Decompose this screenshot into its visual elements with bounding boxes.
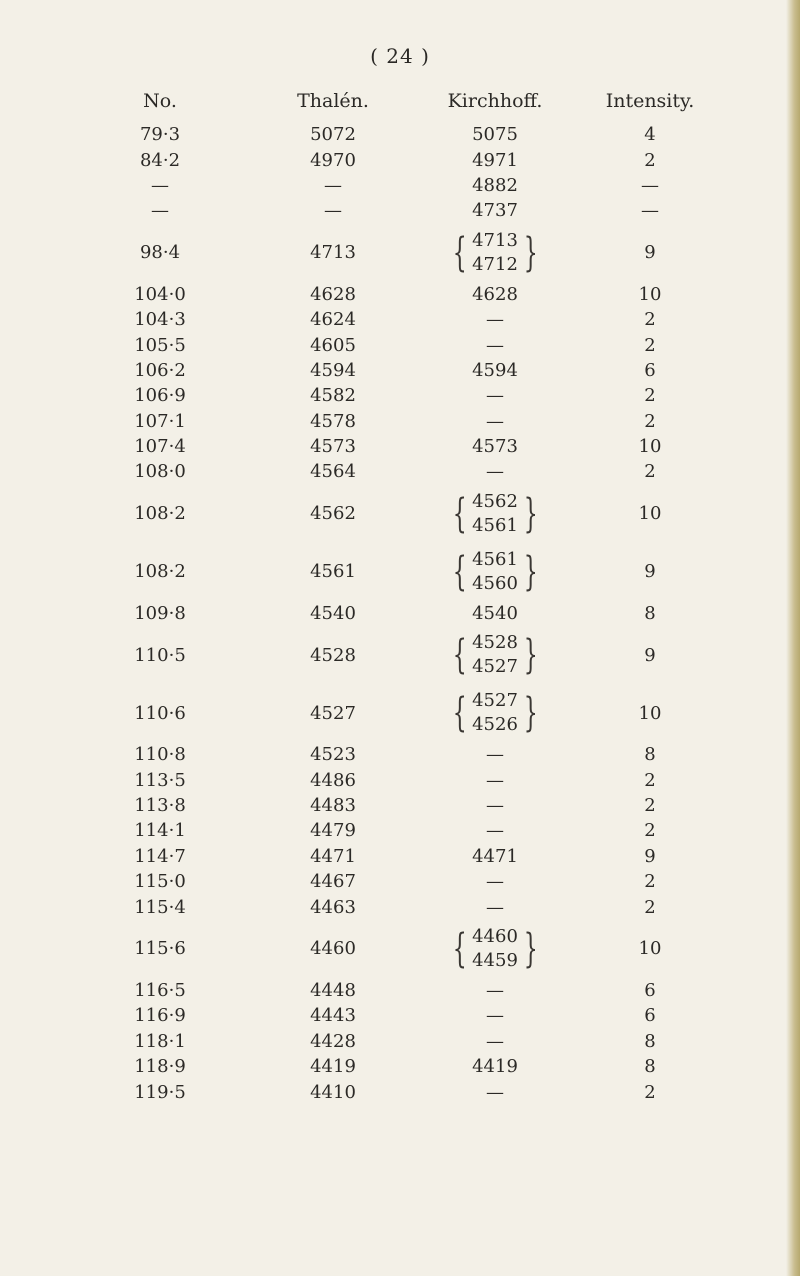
cell-no: 108·0 (134, 461, 186, 483)
cell-thalen: 4713 (310, 242, 356, 264)
cell-thalen: 4561 (310, 561, 356, 583)
brace-group (447, 490, 544, 538)
table-row (0, 358, 800, 383)
kirchhoff-value: 4460 (472, 925, 518, 947)
cell-thalen: 4443 (310, 1005, 356, 1027)
table-row (0, 1054, 800, 1079)
table-row (0, 767, 800, 792)
cell-kirchhoff (420, 543, 570, 601)
cell-intensity: 2 (644, 896, 656, 918)
cell-intensity: 2 (644, 149, 656, 171)
cell-kirchhoff: — (486, 744, 504, 766)
table-row (0, 307, 800, 332)
cell-thalen: 4578 (310, 410, 356, 432)
cell-thalen: 4460 (310, 938, 356, 960)
cell-no: — (151, 200, 169, 222)
cell-thalen: 4564 (310, 461, 356, 483)
cell-no: 110·5 (134, 644, 186, 666)
header-thalen: Thalén. (297, 90, 369, 112)
cell-kirchhoff: 4573 (472, 436, 518, 458)
cell-intensity: 10 (638, 938, 662, 960)
cell-kirchhoff (420, 626, 570, 684)
cell-intensity: 2 (644, 410, 656, 432)
table-row (0, 1029, 800, 1054)
header-intensity: Intensity. (605, 90, 695, 112)
table-row (0, 224, 800, 282)
cell-intensity: 2 (644, 309, 656, 331)
kirchhoff-value: 4527 (472, 690, 518, 712)
cell-no: 107·4 (134, 436, 186, 458)
table-row (0, 122, 800, 147)
cell-intensity: 2 (644, 769, 656, 791)
cell-no: 114·7 (134, 845, 186, 867)
cell-intensity: 9 (644, 242, 656, 264)
cell-no: 114·1 (134, 820, 186, 842)
cell-intensity: 9 (644, 845, 656, 867)
cell-no: 106·2 (134, 359, 186, 381)
cell-thalen: 4970 (310, 149, 356, 171)
left-brace-icon: { (452, 925, 467, 972)
cell-kirchhoff: — (486, 1081, 504, 1103)
right-brace-icon: } (523, 490, 538, 537)
cell-kirchhoff: — (486, 769, 504, 791)
right-brace-icon: } (523, 632, 538, 679)
table-row (0, 198, 800, 223)
cell-thalen: 4471 (310, 845, 356, 867)
brace-values (472, 229, 518, 277)
right-brace-icon: } (523, 548, 538, 595)
cell-kirchhoff: — (486, 410, 504, 432)
cell-no: — (151, 174, 169, 196)
brace-values (472, 925, 518, 973)
table-row (0, 409, 800, 434)
cell-thalen: 4410 (310, 1081, 356, 1103)
cell-intensity: 8 (644, 1030, 656, 1052)
cell-no: 110·6 (134, 702, 186, 724)
cell-no: 107·1 (134, 410, 186, 432)
cell-no: 115·4 (134, 896, 186, 918)
cell-kirchhoff: — (486, 1030, 504, 1052)
cell-thalen: — (324, 174, 342, 196)
table-row (0, 793, 800, 818)
cell-no: 105·5 (134, 334, 186, 356)
table-header (0, 90, 800, 120)
cell-no: 104·0 (134, 283, 186, 305)
cell-thalen: 4428 (310, 1030, 356, 1052)
cell-thalen: 4605 (310, 334, 356, 356)
cell-intensity: 9 (644, 644, 656, 666)
table-row (0, 459, 800, 484)
table-row (0, 601, 800, 626)
cell-no: 109·8 (134, 602, 186, 624)
cell-kirchhoff: 4594 (472, 359, 518, 381)
cell-intensity: 2 (644, 795, 656, 817)
cell-kirchhoff: 4737 (472, 200, 518, 222)
cell-thalen: 4594 (310, 359, 356, 381)
cell-intensity: 8 (644, 744, 656, 766)
kirchhoff-value: 4562 (472, 490, 518, 512)
kirchhoff-value: 4561 (472, 514, 518, 536)
cell-thalen: 5072 (310, 124, 356, 146)
kirchhoff-value: 4713 (472, 229, 518, 251)
cell-kirchhoff: — (486, 980, 504, 1001)
cell-intensity: 6 (644, 1005, 656, 1027)
cell-thalen: 4486 (310, 769, 356, 791)
cell-kirchhoff: — (486, 871, 504, 893)
cell-thalen: 4540 (310, 602, 356, 624)
spectral-table (0, 122, 800, 1105)
cell-kirchhoff: — (486, 1005, 504, 1027)
cell-kirchhoff: — (486, 309, 504, 331)
header-kirchhoff: Kirchhoff. (447, 90, 543, 112)
cell-no: 108·2 (134, 561, 186, 583)
table-row (0, 684, 800, 742)
brace-values (472, 689, 518, 737)
cell-no: 79·3 (139, 124, 181, 146)
cell-no: 108·2 (134, 503, 186, 525)
left-brace-icon: { (452, 490, 467, 537)
cell-intensity: 8 (644, 602, 656, 624)
cell-thalen: 4527 (310, 702, 356, 724)
cell-intensity: 10 (638, 702, 662, 724)
table-row (0, 742, 800, 767)
cell-intensity: 4 (644, 124, 656, 146)
table-row (0, 383, 800, 408)
cell-intensity: 2 (644, 820, 656, 842)
cell-kirchhoff: 4882 (472, 174, 518, 196)
cell-intensity: 8 (644, 1056, 656, 1078)
brace-values (472, 631, 518, 679)
cell-thalen: 4479 (310, 820, 356, 842)
kirchhoff-value: 4712 (472, 253, 518, 275)
cell-thalen: 4448 (310, 980, 356, 1001)
cell-intensity: 9 (644, 561, 656, 583)
cell-intensity: 2 (644, 1081, 656, 1103)
cell-intensity: 10 (638, 283, 662, 305)
kirchhoff-value: 4528 (472, 632, 518, 654)
brace-values (472, 490, 518, 538)
table-row (0, 332, 800, 357)
cell-intensity: 6 (644, 980, 656, 1001)
cell-kirchhoff (420, 920, 570, 978)
table-row (0, 920, 800, 978)
left-brace-icon: { (452, 690, 467, 737)
cell-kirchhoff: — (486, 461, 504, 483)
cell-no: 118·9 (134, 1056, 186, 1078)
cell-no: 118·1 (134, 1030, 186, 1052)
cell-no: 115·6 (134, 938, 186, 960)
page-number: ( 24 ) (370, 44, 430, 68)
cell-no: 110·8 (134, 744, 186, 766)
table-row (0, 1003, 800, 1028)
cell-no: 119·5 (134, 1081, 186, 1103)
cell-kirchhoff (420, 485, 570, 543)
cell-thalen: 4624 (310, 309, 356, 331)
cell-no: 113·5 (134, 769, 186, 791)
table-row (0, 869, 800, 894)
cell-no: 106·9 (134, 385, 186, 407)
cell-kirchhoff: — (486, 795, 504, 817)
cell-intensity: 6 (644, 359, 656, 381)
table-row (0, 626, 800, 684)
cell-kirchhoff: — (486, 334, 504, 356)
cell-kirchhoff: — (486, 896, 504, 918)
cell-intensity: 2 (644, 871, 656, 893)
brace-group (447, 925, 544, 973)
cell-thalen: — (324, 200, 342, 222)
brace-group (447, 631, 544, 679)
table-row (0, 485, 800, 543)
cell-thalen: 4419 (310, 1056, 356, 1078)
table-row (0, 844, 800, 869)
cell-intensity: 10 (638, 503, 662, 525)
right-brace-icon: } (523, 690, 538, 737)
table-row (0, 894, 800, 919)
cell-kirchhoff: 5075 (472, 124, 518, 146)
cell-kirchhoff: 4419 (472, 1056, 518, 1078)
brace-group (447, 229, 544, 277)
cell-kirchhoff: 4540 (472, 602, 518, 624)
cell-no: 113·8 (134, 795, 186, 817)
cell-no: 104·3 (134, 309, 186, 331)
kirchhoff-value: 4526 (472, 714, 518, 736)
cell-thalen: 4582 (310, 385, 356, 407)
table-row (0, 818, 800, 843)
cell-thalen: 4467 (310, 871, 356, 893)
cell-kirchhoff: 4628 (472, 283, 518, 305)
cell-kirchhoff: 4471 (472, 845, 518, 867)
cell-intensity: 10 (638, 436, 662, 458)
cell-thalen: 4463 (310, 896, 356, 918)
cell-thalen: 4528 (310, 644, 356, 666)
cell-thalen: 4483 (310, 795, 356, 817)
table-row (0, 978, 800, 1003)
kirchhoff-value: 4459 (472, 949, 518, 971)
table-row (0, 1079, 800, 1104)
cell-kirchhoff (420, 684, 570, 742)
cell-kirchhoff: — (486, 385, 504, 407)
brace-values (472, 548, 518, 596)
cell-no: 98·4 (139, 242, 181, 264)
header-no: No. (143, 90, 177, 112)
right-brace-icon: } (523, 925, 538, 972)
table-row (0, 434, 800, 459)
table-row (0, 543, 800, 601)
table-row (0, 173, 800, 198)
cell-no: 116·9 (134, 1005, 186, 1027)
kirchhoff-value: 4560 (472, 572, 518, 594)
cell-thalen: 4573 (310, 436, 356, 458)
cell-thalen: 4562 (310, 503, 356, 525)
left-brace-icon: { (452, 548, 467, 595)
kirchhoff-value: 4561 (472, 548, 518, 570)
left-brace-icon: { (452, 229, 467, 276)
cell-kirchhoff: — (486, 820, 504, 842)
right-brace-icon: } (523, 229, 538, 276)
kirchhoff-value: 4527 (472, 656, 518, 678)
cell-thalen: 4523 (310, 744, 356, 766)
cell-kirchhoff (420, 224, 570, 282)
table-row (0, 282, 800, 307)
cell-intensity: 2 (644, 385, 656, 407)
cell-no: 116·5 (134, 980, 186, 1001)
brace-group (447, 548, 544, 596)
cell-intensity: 2 (644, 461, 656, 483)
cell-intensity: — (641, 200, 659, 222)
brace-group (447, 689, 544, 737)
cell-thalen: 4628 (310, 283, 356, 305)
left-brace-icon: { (452, 632, 467, 679)
cell-no: 84·2 (139, 149, 181, 171)
table-row (0, 147, 800, 172)
cell-kirchhoff: 4971 (472, 149, 518, 171)
cell-intensity: 2 (644, 334, 656, 356)
cell-no: 115·0 (134, 871, 186, 893)
cell-intensity: — (641, 174, 659, 196)
